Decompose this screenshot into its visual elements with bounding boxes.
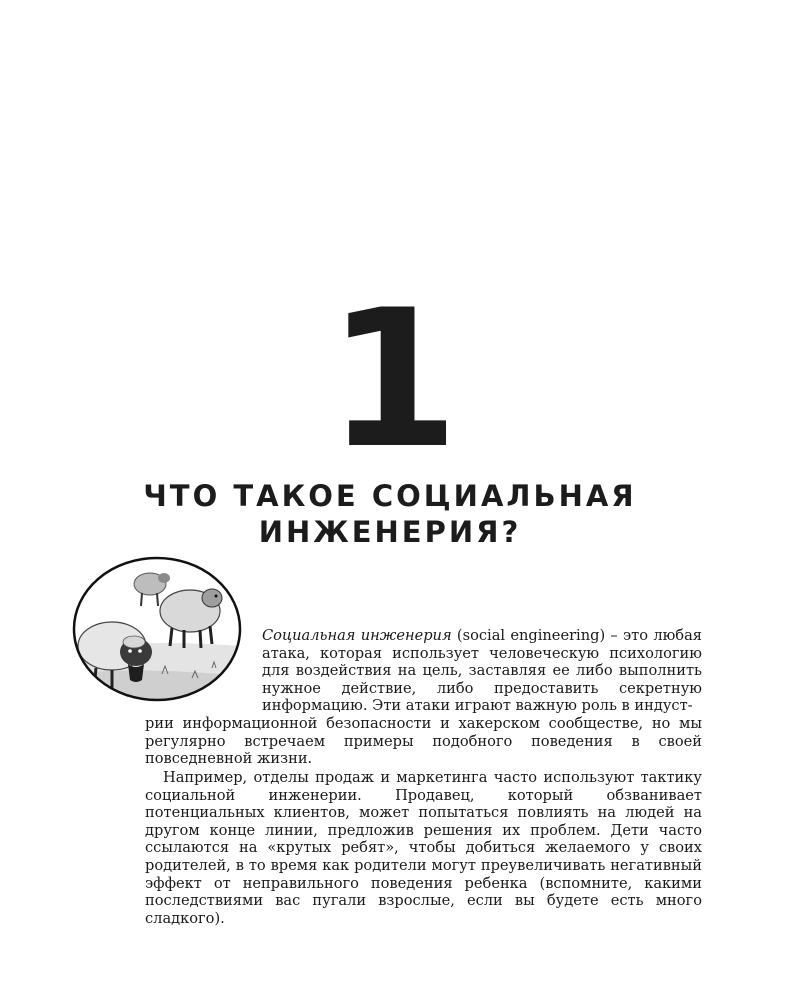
paragraph-1-lead: [262, 627, 702, 715]
sheep-flock-illustration: [72, 556, 242, 702]
chapter-title-line-1: ЧТО ТАКОЕ СОЦИАЛЬНАЯ: [143, 479, 637, 513]
chapter-title: [0, 478, 780, 550]
chapter-number: 1: [326, 269, 454, 490]
paragraph-2: Например, отделы продаж и маркетинга часто используют тактику социальной инженерии. Продавец, который обзванивает потенциальных клиентов, может попытаться повлиять на людей на другом конце линии, предложив решения их проблем. Дети часто ссылаются на «крутых ребят», чтобы добиться желаемого у своих родителей, в то время как родители могут преувеличивать негативный эффект от неправильного поведения ребенка (вспомните, какими последствиями вас пугали взрослые, если вы будете есть много сладкого).: [145, 769, 702, 927]
paragraph-1-lead-text: (social engineering) – это любая атака, которая использует человеческую психологию для воздействия на цель, заставляя ее либо выполнить нужное действие, либо предоставить секретную информацию. Эти атаки играют важную роль в индуст-: [262, 627, 702, 715]
term-social-engineering: Социальная инженерия: [262, 627, 452, 644]
chapter-title-line-2: ИНЖЕНЕРИЯ?: [258, 515, 522, 549]
paragraph-1-continuation: рии информационной безопасности и хакерском сообществе, но мы регулярно встречаем примеры подобного поведения в своей повседневной жизни.: [145, 715, 702, 768]
